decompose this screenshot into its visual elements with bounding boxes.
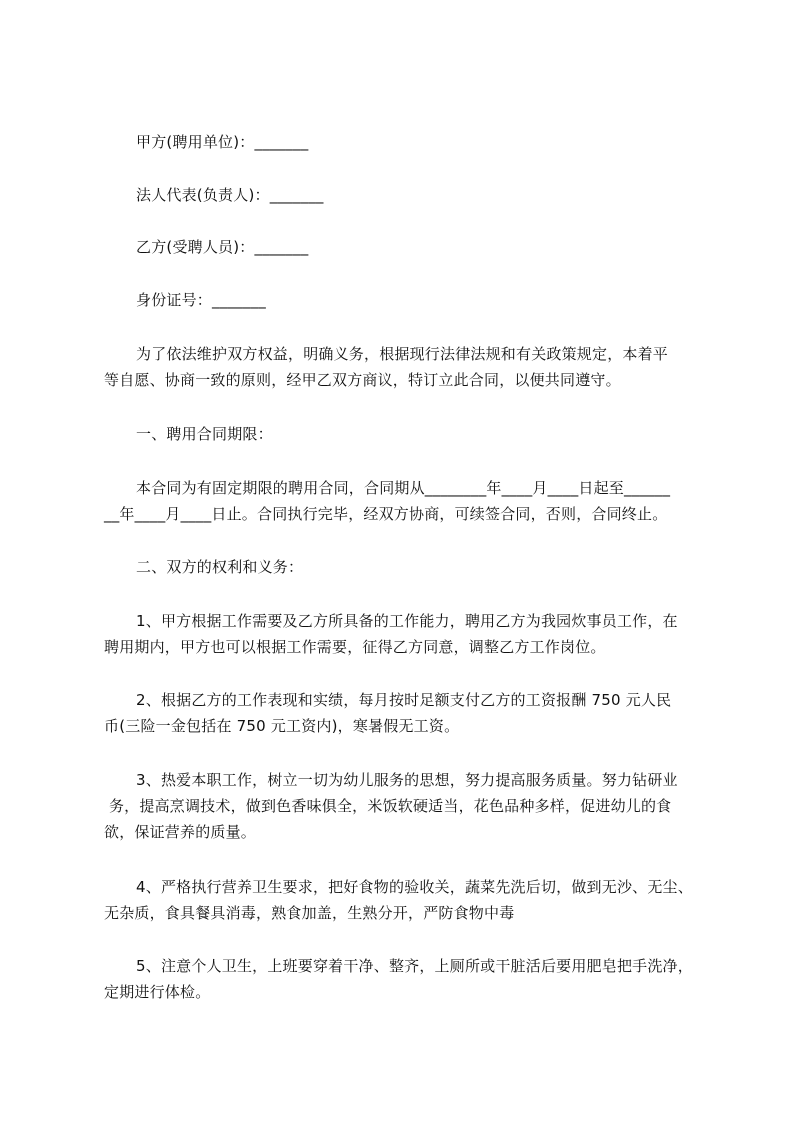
item-4-line-2: 无杂质，食具餐具消毒，熟食加盖，生熟分开，严防食物中毒 [104,904,515,922]
party-a-field: 甲方(聘用单位)：_______ [136,133,309,151]
item-5-line-1: 5、注意个人卫生，上班要穿着干净、整齐，上厕所或干脏活后要用肥皂把手洗净， [136,957,693,975]
legal-representative-field: 法人代表(负责人)：_______ [136,186,324,204]
id-number-field: 身份证号：_______ [136,291,266,309]
item-1-line-1: 1、甲方根据工作需要及乙方所具备的工作能力，聘用乙方为我园炊事员工作，在 [136,612,678,630]
intro-paragraph-line-2: 等自愿、协商一致的原则，经甲乙双方商议，特订立此合同，以便共同遵守。 [104,371,621,389]
item-3-line-2: 务，提高烹调技术，做到色香味俱全，米饭软硬适当，花色品种多样，促进幼儿的食 [104,797,672,815]
section-1-paragraph-line-1: 本合同为有固定期限的聘用合同，合同期从________年____月____日起至______ [136,479,671,497]
item-3-line-3: 欲，保证营养的质量。 [104,823,257,841]
item-2-line-1: 2、根据乙方的工作表现和实绩，每月按时足额支付乙方的工资报酬 750 元人民 [136,691,672,709]
intro-paragraph-line-1: 为了依法维护双方权益，明确义务，根据现行法律法规和有关政策规定，本着平 [136,345,669,363]
section-1-paragraph-line-2: __年____月____日止。合同执行完毕，经双方协商，可续签合同，否则，合同终止。 [104,505,668,523]
section-1-heading: 一、聘用合同期限： [136,425,273,443]
party-b-field: 乙方(受聘人员)：_______ [136,238,309,256]
section-2-heading: 二、双方的权利和义务： [136,558,304,576]
item-1-line-2: 聘用期内，甲方也可以根据工作需要，征得乙方同意，调整乙方工作岗位。 [104,638,606,656]
item-3-line-1: 3、热爱本职工作，树立一切为幼儿服务的思想，努力提高服务质量。努力钻研业 [136,771,678,789]
item-4-line-1: 4、严格执行营养卫生要求，把好食物的验收关，蔬菜先洗后切，做到无沙、无尘、 [136,878,693,896]
item-2-line-2: 币(三险一金包括在 750 元工资内)，寒暑假无工资。 [104,717,460,735]
item-5-line-2: 定期进行体检。 [104,983,211,1001]
